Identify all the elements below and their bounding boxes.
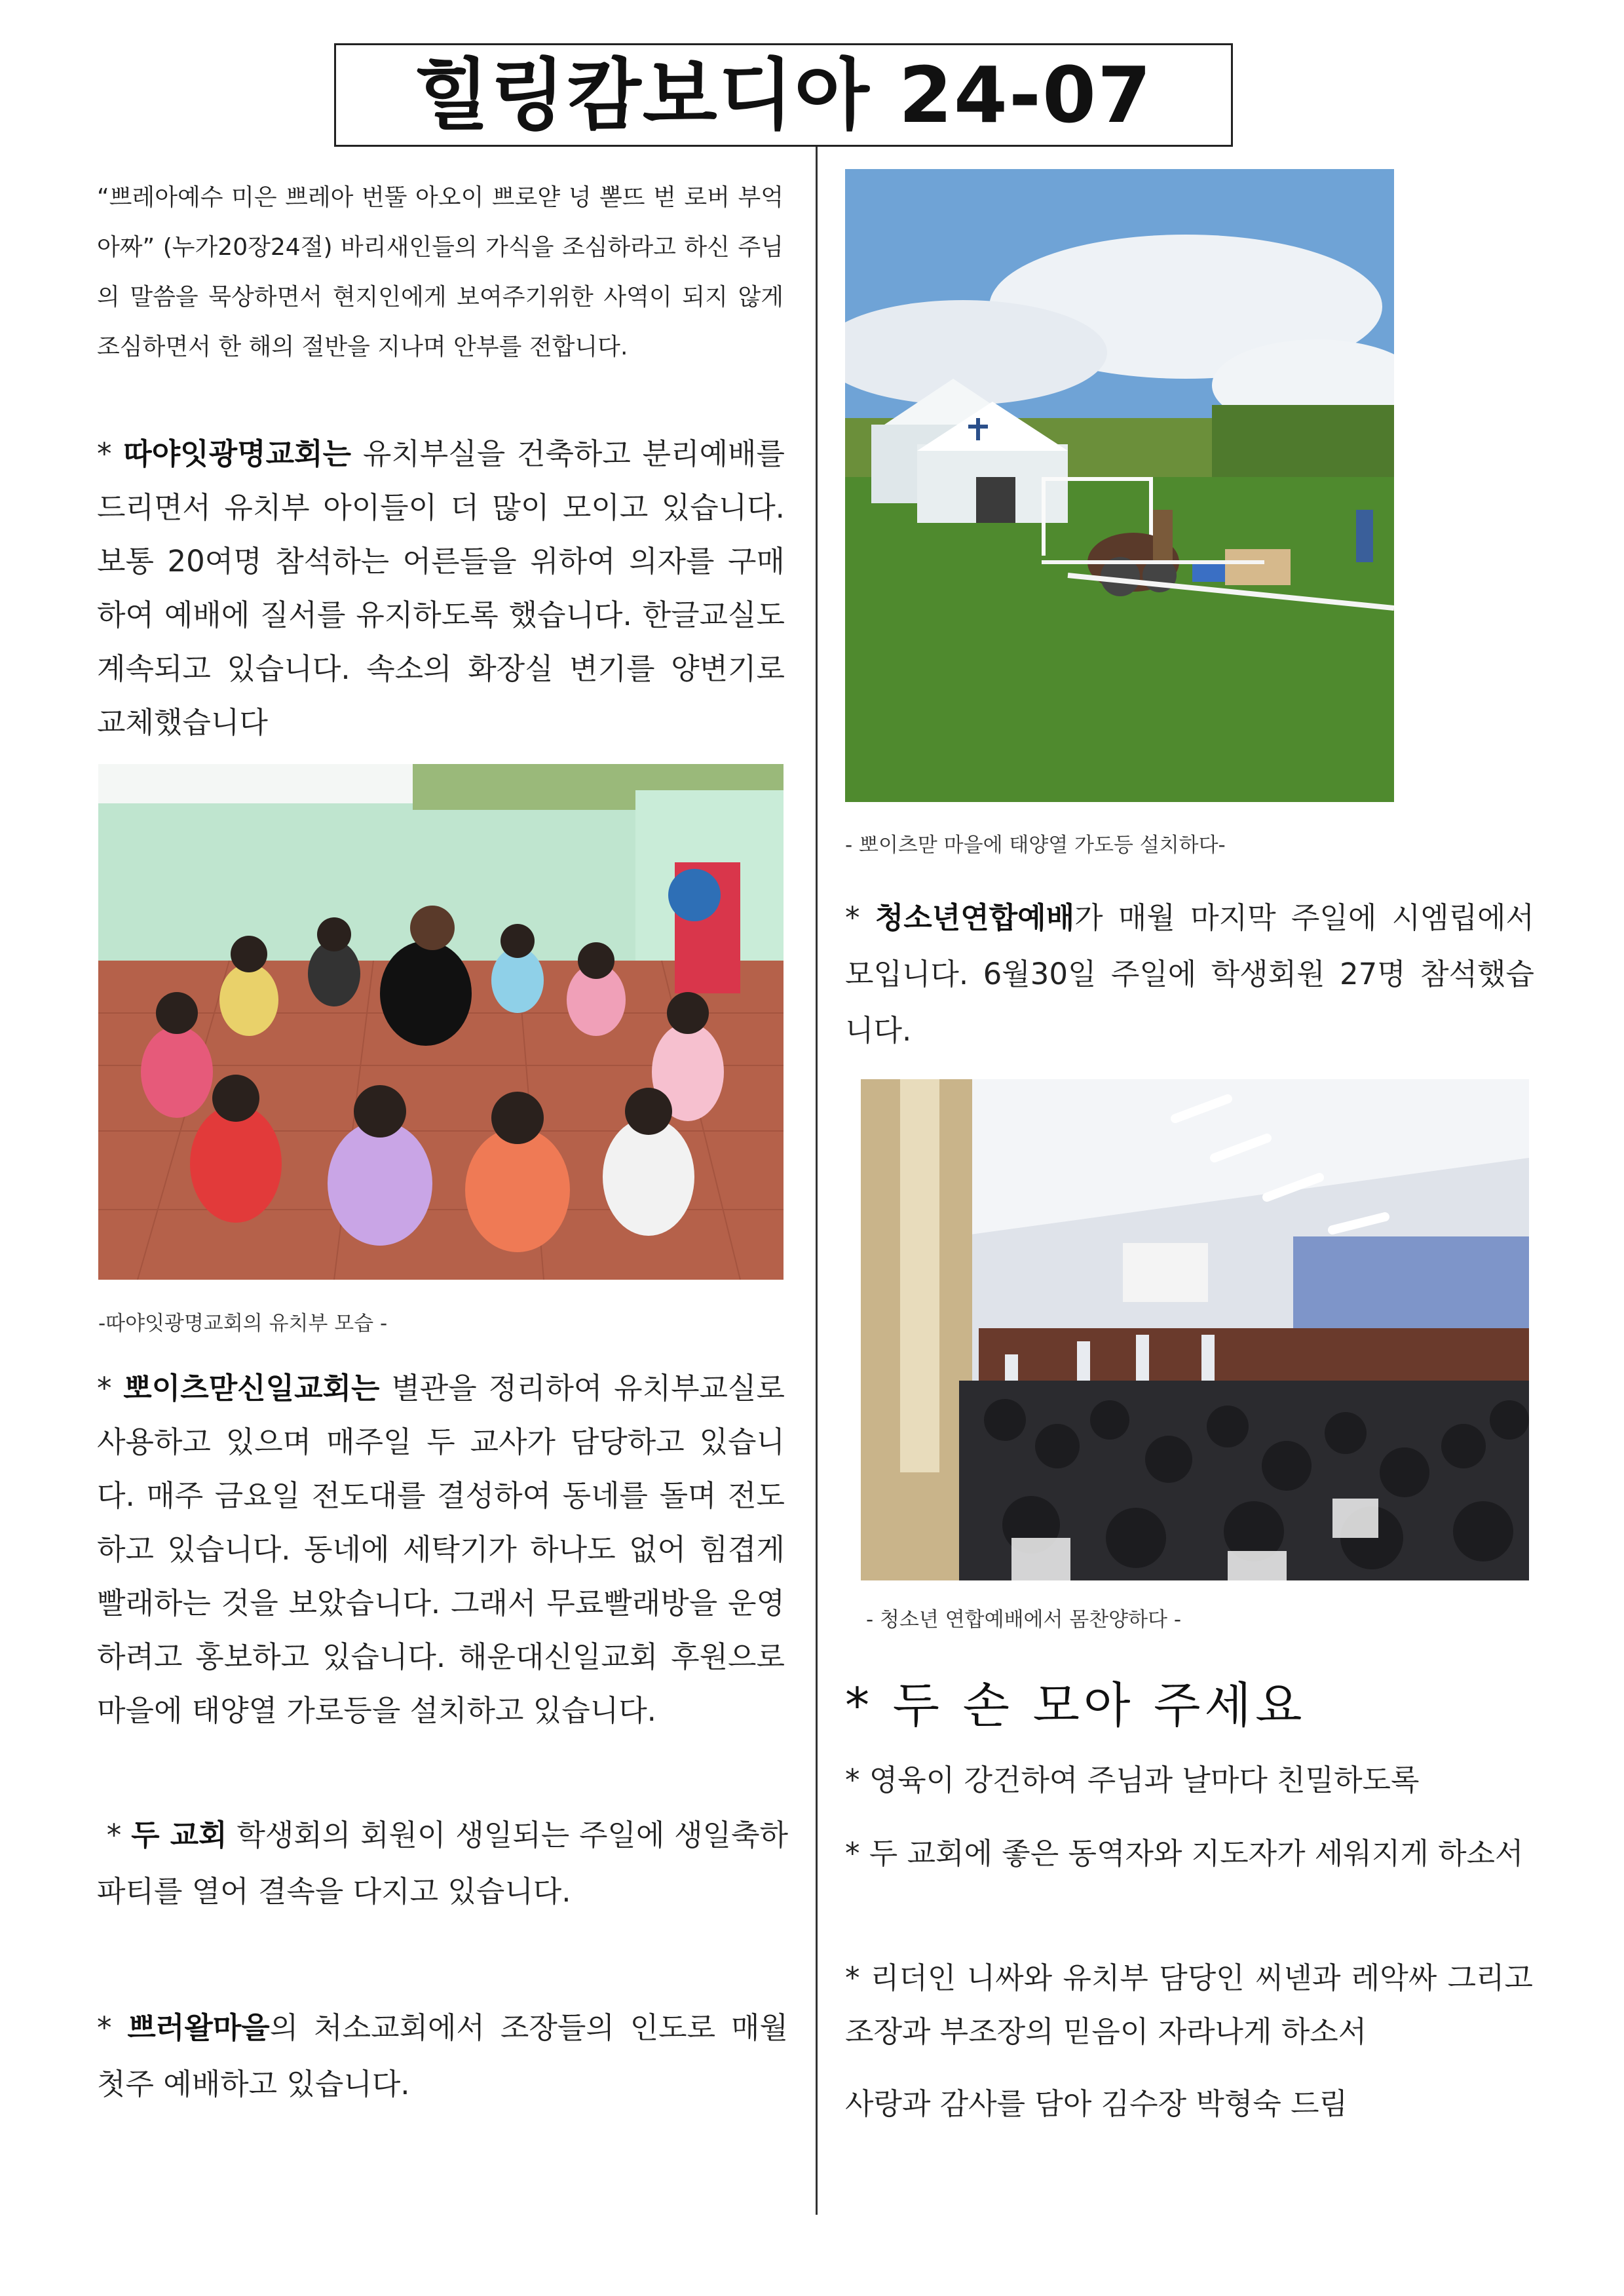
kids-photo-caption: -따야잇광명교회의 유치부 모습 - (98, 1312, 388, 1335)
prayer-item-3: * 리더인 니싸와 유치부 담당인 씨넫과 레악싸 그리고 조장과 부조장의 믿음이 자라나게 하소서 (845, 1961, 1533, 2049)
section-prewal-text: 의 처소교회에서 조장들의 인도로 매월 첫주 예배하고 있습니다. (97, 2010, 788, 2101)
section-poich-church (97, 1362, 785, 1738)
intro-paragraph (97, 173, 784, 372)
section-two-churches-text: 학생회의 회원이 생일되는 주일에 생일축하파티를 열어 결속을 다지고 있습니다. (97, 1818, 789, 1909)
section-poich-text: 별관을 정리하여 유치부교실로 사용하고 있으며 매주일 두 교사가 담당하고 있습니다. 매주 금요일 전도대를 결성하여 동네를 돌며 전도하고 있습니다. 동네에 세탁기가 하나도 없어 힘겹게 빨래하는 것을 보았습니다. 그래서 무료빨래방을 운영하려고 홍보하고 있습니다. 해운대신일교회 후원으로 마을에 태양열 가로등을 설치하고 있습니다. (97, 1371, 785, 1728)
bullet-star: * (97, 436, 124, 471)
section-prewal-village (97, 2000, 788, 2113)
church-solar-light-photo (845, 169, 1394, 802)
title-box (334, 43, 1233, 147)
section-prewal-title: 쁘러왈마을 (127, 2010, 270, 2045)
column-divider (816, 105, 818, 2215)
section-youth-worship (845, 890, 1534, 1059)
kids-class-photo (98, 764, 784, 1280)
worship-photo-caption: - 청소년 연합예배에서 몸찬양하다 - (866, 1608, 1182, 1632)
prayer-heading: * 두 손 모아 주세요 (845, 1677, 1306, 1734)
intro-quote: “쁘레아예수 미은 쁘레아 번뚤 아오이 쁘로얃 넝 뽇뜨 벋 로버 부억아짜” (97, 184, 784, 261)
youth-worship-photo (861, 1079, 1529, 1580)
section-poich-title: 뽀이츠맏신일교회는 (123, 1371, 380, 1406)
section-youth-text: 가 매월 마지막 주일에 시엠립에서 모입니다. 6월30일 주일에 학생회원 27명 참석했습니다. (845, 900, 1534, 1048)
section-youth-title: 청소년연합예배 (875, 900, 1075, 935)
prayer-item-2: * 두 교회에 좋은 동역자와 지도자가 세워지게 하소서 (845, 1836, 1524, 1871)
page-title: 힐링캄보디아 24-07 (414, 50, 1153, 140)
section-tayait-text: 유치부실을 건축하고 분리예배를 드리면서 유치부 아이들이 더 많이 모이고 있습니다. 보통 20여명 참석하는 어른들을 위하여 의자를 구매하여 예배에 질서를 유지하도록 했습니다. 한글교실도 계속되고 있습니다. 속소의 화장실 변기를 양변기로 교체했습니다 (97, 436, 785, 740)
prayer-item-1: * 영육이 강건하여 주님과 날마다 친밀하도록 (845, 1763, 1420, 1797)
section-tayait-title: 따야잇광명교회는 (123, 436, 352, 471)
bullet-star: * (97, 2010, 128, 2045)
intro-text: (누가20장24절) 바리새인들의 가식을 조심하라고 하신 주님의 말씀을 묵상하면서 현지인에게 보여주기위한 사역이 되지 않게 조심하면서 한 해의 절반을 지나며 안부를 전합니다. (97, 234, 784, 360)
bullet-star: * (97, 1371, 124, 1406)
bullet-star: * (97, 1818, 132, 1852)
signature: 사랑과 감사를 담아 김수장 박형숙 드림 (845, 2086, 1348, 2121)
bullet-star: * (845, 900, 875, 935)
section-tayait-church (97, 427, 785, 750)
section-two-churches-title: 두 교회 (131, 1818, 227, 1852)
church-photo-caption: - 뽀이츠맏 마을에 태양열 가도등 설치하다- (845, 833, 1226, 857)
section-two-churches (97, 1807, 788, 1920)
